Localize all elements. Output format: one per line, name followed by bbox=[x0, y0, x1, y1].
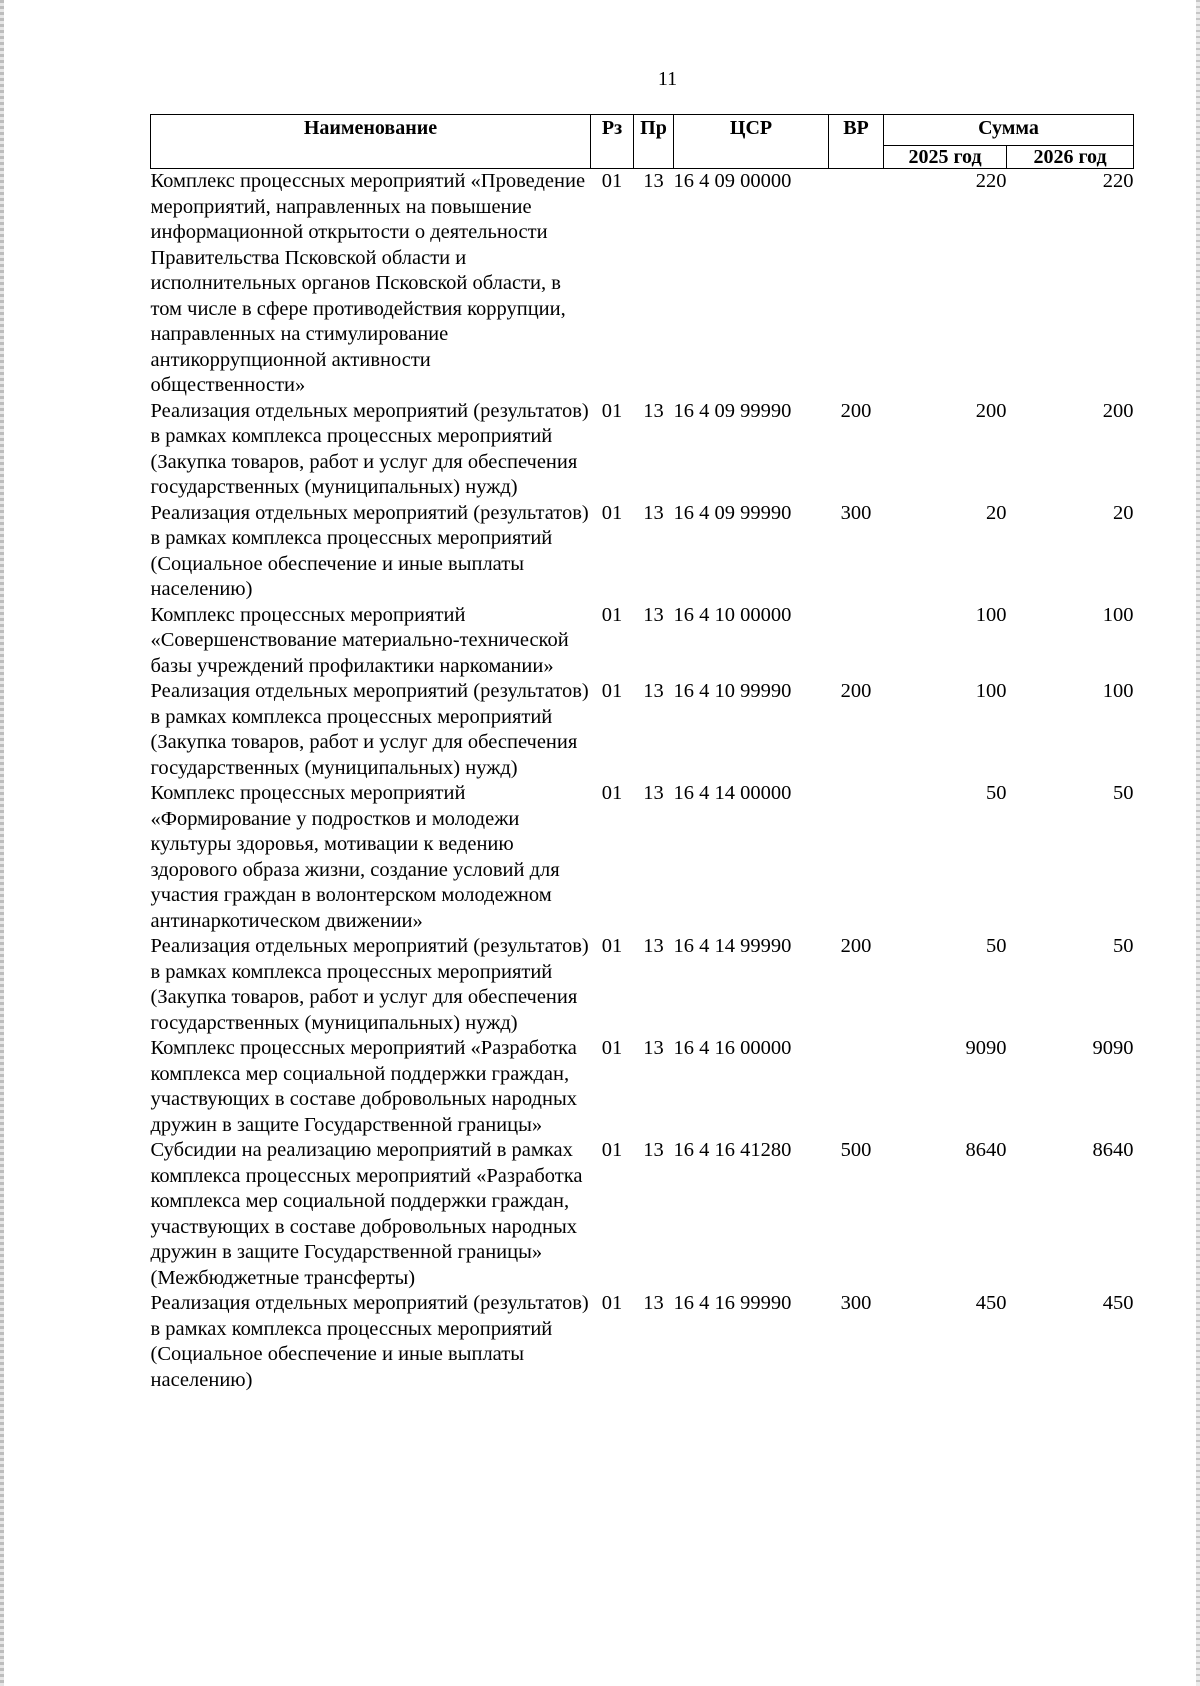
page-number: 11 bbox=[657, 68, 678, 90]
header-name: Наименование bbox=[151, 115, 591, 169]
cell-sum-2025: 200 bbox=[975, 399, 1007, 422]
cell-rz: 01 bbox=[601, 1037, 623, 1059]
cell-name: Реализация отдельных мероприятий (результатов) в рамках комплекса процессных мероприятий (Закупка товаров, работ и услуг для обеспечения государственных (муниципальных) нужд) bbox=[150, 935, 589, 1034]
cell-sum-2026: 200 bbox=[1102, 399, 1134, 422]
cell-sum-2025: 20 bbox=[986, 501, 1007, 524]
table-row bbox=[151, 1138, 1134, 1291]
cell-vr: 200 bbox=[840, 399, 872, 422]
cell-rz: 01 bbox=[601, 782, 623, 804]
cell-sum-2026: 50 bbox=[1113, 782, 1134, 804]
header-year-2025: 2025 год bbox=[884, 146, 1007, 169]
cell-csr: 16 4 16 41280 bbox=[673, 1139, 792, 1161]
header-pr: Пр bbox=[634, 115, 674, 169]
cell-rz: 01 bbox=[601, 170, 623, 192]
cell-vr: 300 bbox=[840, 501, 872, 524]
table-row bbox=[151, 399, 1134, 501]
cell-sum-2025: 450 bbox=[975, 1292, 1007, 1314]
cell-vr bbox=[829, 1036, 884, 1138]
cell-csr: 16 4 10 00000 bbox=[673, 603, 792, 626]
header-vr: ВР bbox=[829, 115, 884, 169]
cell-rz: 01 bbox=[601, 935, 623, 957]
cell-name: Комплекс процессных мероприятий «Проведение мероприятий, направленных на повышение информационной открытости о деятельности Правительства Псковской области и исполнительных органов Псковской области, в том числе в сфере противодействия коррупции, направленных на стимулирование антикоррупционной активности общественности» bbox=[150, 170, 586, 396]
table-row bbox=[151, 934, 1134, 1036]
table-row bbox=[151, 169, 1134, 399]
cell-rz: 01 bbox=[601, 1139, 623, 1161]
cell-pr: 13 bbox=[643, 782, 664, 804]
cell-sum-2026: 8640 bbox=[1092, 1139, 1134, 1161]
cell-sum-2026: 9090 bbox=[1092, 1037, 1134, 1059]
header-year-2026: 2026 год bbox=[1007, 146, 1134, 169]
cell-sum-2025: 50 bbox=[986, 782, 1007, 804]
scan-edge-left bbox=[0, 0, 4, 1686]
cell-pr: 13 bbox=[643, 603, 664, 626]
cell-vr bbox=[829, 603, 884, 680]
cell-sum-2026: 100 bbox=[1102, 680, 1134, 702]
cell-sum-2025: 50 bbox=[986, 935, 1007, 957]
budget-table bbox=[150, 114, 1134, 1393]
cell-pr: 13 bbox=[643, 1292, 664, 1314]
cell-pr: 13 bbox=[643, 170, 664, 192]
cell-name: Комплекс процессных мероприятий «Разработка комплекса мер социальной поддержки граждан, участвующих в составе добровольных народных дружин в защите Государственной границы» bbox=[150, 1037, 577, 1136]
table-row bbox=[151, 1036, 1134, 1138]
cell-name: Реализация отдельных мероприятий (результатов) в рамках комплекса процессных мероприятий (Закупка товаров, работ и услуг для обеспечения государственных (муниципальных) нужд) bbox=[150, 399, 589, 498]
cell-pr: 13 bbox=[643, 935, 664, 957]
cell-sum-2025: 8640 bbox=[965, 1139, 1007, 1161]
cell-sum-2025: 100 bbox=[975, 603, 1007, 626]
cell-csr: 16 4 14 00000 bbox=[673, 782, 792, 804]
cell-pr: 13 bbox=[643, 501, 664, 524]
cell-sum-2025: 9090 bbox=[965, 1037, 1007, 1059]
cell-pr: 13 bbox=[643, 1139, 664, 1161]
cell-sum-2025: 220 bbox=[975, 170, 1007, 192]
table-body bbox=[151, 169, 1134, 1394]
cell-csr: 16 4 16 99990 bbox=[673, 1292, 792, 1314]
cell-vr bbox=[829, 781, 884, 934]
table-row bbox=[151, 781, 1134, 934]
cell-csr: 16 4 10 99990 bbox=[673, 680, 792, 702]
cell-name: Реализация отдельных мероприятий (результатов) в рамках комплекса процессных мероприятий (Закупка товаров, работ и услуг для обеспечения государственных (муниципальных) нужд) bbox=[150, 680, 589, 779]
cell-rz: 01 bbox=[601, 603, 623, 626]
cell-vr bbox=[829, 169, 884, 399]
cell-csr: 16 4 09 99990 bbox=[673, 501, 792, 524]
cell-name: Комплекс процессных мероприятий «Формирование у подростков и молодежи культуры здоровья, мотивации к ведению здорового образа жизни, создание условий для участия граждан в волонтерском молодежном антинаркотическом движении» bbox=[150, 782, 560, 932]
cell-vr: 300 bbox=[840, 1292, 872, 1314]
header-rz: Рз bbox=[591, 115, 634, 169]
cell-rz: 01 bbox=[601, 680, 623, 702]
table-header bbox=[151, 115, 1134, 169]
table-row bbox=[151, 501, 1134, 603]
cell-name: Реализация отдельных мероприятий (результатов) в рамках комплекса процессных мероприятий (Социальное обеспечение и иные выплаты населению) bbox=[150, 1292, 589, 1391]
cell-sum-2026: 50 bbox=[1113, 935, 1134, 957]
cell-pr: 13 bbox=[643, 1037, 664, 1059]
cell-csr: 16 4 09 00000 bbox=[673, 170, 792, 192]
cell-csr: 16 4 09 99990 bbox=[673, 399, 792, 422]
cell-sum-2026: 100 bbox=[1102, 603, 1134, 626]
cell-vr: 200 bbox=[840, 680, 872, 702]
cell-vr: 200 bbox=[840, 935, 872, 957]
cell-rz: 01 bbox=[601, 501, 623, 524]
cell-name: Комплекс процессных мероприятий «Совершенствование материально-технической базы учреждений профилактики наркомании» bbox=[150, 603, 569, 677]
cell-sum-2025: 100 bbox=[975, 680, 1007, 702]
cell-name: Реализация отдельных мероприятий (результатов) в рамках комплекса процессных мероприятий (Социальное обеспечение и иные выплаты населению) bbox=[150, 501, 589, 600]
cell-pr: 13 bbox=[643, 399, 664, 422]
cell-rz: 01 bbox=[601, 1292, 623, 1314]
header-csr: ЦСР bbox=[674, 115, 829, 169]
table-row bbox=[151, 603, 1134, 680]
cell-pr: 13 bbox=[643, 680, 664, 702]
cell-name: Субсидии на реализацию мероприятий в рамках комплекса процессных мероприятий «Разработка комплекса мер социальной поддержки граждан, участвующих в составе добровольных народных дружин в защите Государственной границы» (Межбюджетные трансферты) bbox=[150, 1139, 583, 1289]
cell-csr: 16 4 14 99990 bbox=[673, 935, 792, 957]
cell-sum-2026: 20 bbox=[1113, 501, 1134, 524]
cell-sum-2026: 220 bbox=[1102, 170, 1134, 192]
cell-rz: 01 bbox=[601, 399, 623, 422]
table-row bbox=[151, 1291, 1134, 1393]
scan-edge-right bbox=[1196, 0, 1200, 1686]
cell-vr: 500 bbox=[840, 1139, 872, 1161]
cell-csr: 16 4 16 00000 bbox=[673, 1037, 792, 1059]
cell-sum-2026: 450 bbox=[1102, 1292, 1134, 1314]
header-sum: Сумма bbox=[884, 115, 1134, 146]
table-row bbox=[151, 679, 1134, 781]
